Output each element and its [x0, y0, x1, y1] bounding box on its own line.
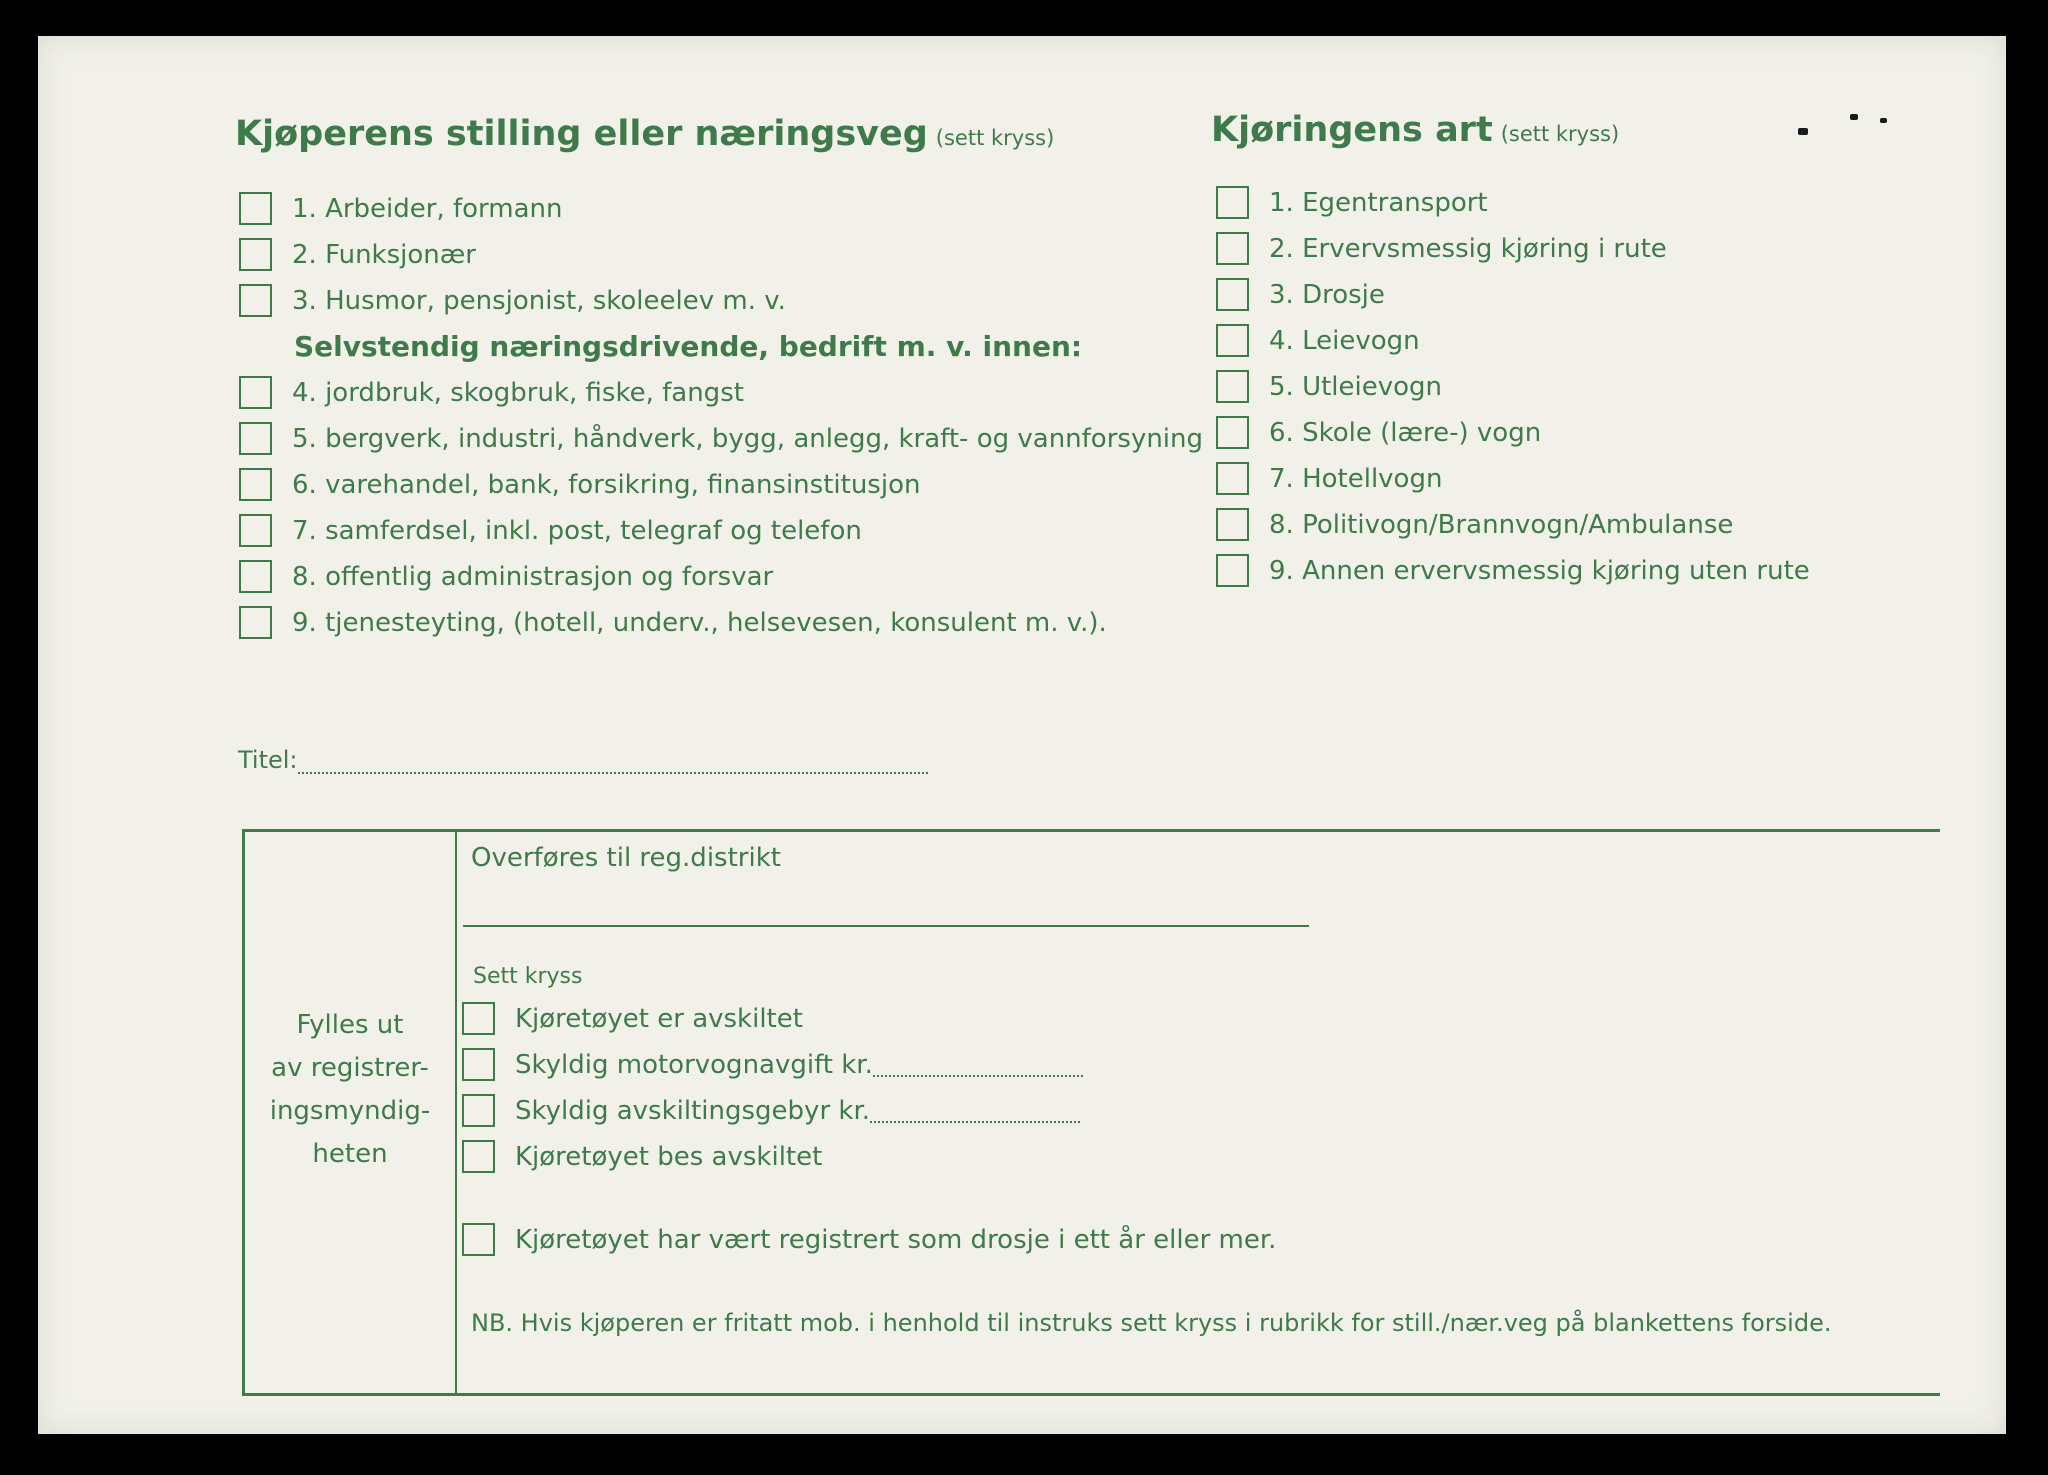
driving-type-option[interactable] [1216, 232, 1667, 265]
driving-type-option-label: 7. Hotellvogn [1269, 463, 1443, 494]
checkbox[interactable] [239, 560, 272, 593]
business-option-label: 7. samferdsel, inkl. post, telegraf og telefon [292, 515, 862, 546]
business-option[interactable] [239, 514, 862, 547]
driving-type-heading-text: Kjøringens art [1211, 110, 1493, 150]
driving-type-option-label: 6. Skole (lære-) vogn [1269, 417, 1542, 448]
driving-type-heading-hint: (sett kryss) [1500, 122, 1620, 146]
business-option-label: 6. varehandel, bank, forsikring, finansinstitusjon [292, 469, 921, 500]
registry-authority-label-line: heten [312, 1139, 388, 1169]
buyer-occupation-heading-text: Kjøperens stilling eller næringsveg [235, 114, 928, 154]
driving-type-option[interactable] [1216, 186, 1488, 219]
checkbox[interactable] [1216, 462, 1249, 495]
checkbox[interactable] [462, 1002, 495, 1035]
checkbox[interactable] [1216, 232, 1249, 265]
driving-type-option[interactable] [1216, 462, 1442, 495]
checkbox[interactable] [1216, 324, 1249, 357]
registry-authority-label-line: Fylles ut [296, 1010, 404, 1040]
occupation-option-label: 2. Funksjonær [292, 239, 476, 270]
registry-box-top-border [242, 829, 1940, 832]
checkbox[interactable] [239, 468, 272, 501]
deregistration-fee-owed-label: Skyldig avskiltingsgebyr kr. [515, 1095, 871, 1126]
buyer-occupation-heading [235, 114, 1054, 154]
taxi-registered-check[interactable] [462, 1223, 1276, 1256]
registry-box-divider [455, 829, 457, 1396]
checkbox[interactable] [1216, 554, 1249, 587]
driving-type-option[interactable] [1216, 324, 1420, 357]
checkbox[interactable] [1216, 186, 1249, 219]
taxi-registered-label: Kjøretøyet har vært registrert som drosje i ett år eller mer. [515, 1224, 1277, 1255]
checkbox[interactable] [239, 376, 272, 409]
deregistration-fee-amount-line[interactable] [870, 1099, 1080, 1123]
driving-type-option[interactable] [1216, 278, 1385, 311]
driving-type-option-label: 1. Egentransport [1269, 187, 1488, 218]
exemption-note: NB. Hvis kjøperen er fritatt mob. i henhold til instruks sett kryss i rubrikk for still./nær.veg på blankettens forside. [471, 1309, 1832, 1337]
checkbox[interactable] [239, 514, 272, 547]
buyer-occupation-heading-hint: (sett kryss) [935, 126, 1055, 150]
self-employed-subheading: Selvstendig næringsdrivende, bedrift m. v. innen: [294, 330, 1083, 363]
request-deregistration-label: Kjøretøyet bes avskiltet [515, 1141, 823, 1172]
business-option-label: 5. bergverk, industri, håndverk, bygg, anlegg, kraft- og vannforsyning [292, 423, 1204, 454]
checkbox[interactable] [462, 1094, 495, 1127]
business-option[interactable] [239, 422, 1203, 455]
business-option-label: 8. offentlig administrasjon og forsvar [292, 561, 774, 592]
occupation-option[interactable] [239, 284, 786, 317]
transfer-district-line[interactable] [463, 925, 1309, 927]
occupation-option-label: 1. Arbeider, formann [292, 193, 563, 224]
checkbox[interactable] [239, 422, 272, 455]
driving-type-option[interactable] [1216, 508, 1733, 541]
transfer-district-label: Overføres til reg.distrikt [471, 843, 781, 873]
registry-box-left-border [242, 829, 245, 1396]
checkbox[interactable] [239, 606, 272, 639]
driving-type-option[interactable] [1216, 370, 1442, 403]
business-option[interactable] [239, 560, 773, 593]
business-option-label: 9. tjenesteyting, (hotell, underv., helsevesen, konsulent m. v.). [292, 607, 1107, 638]
business-option[interactable] [239, 606, 1107, 639]
checkbox[interactable] [1216, 278, 1249, 311]
vehicle-tax-owed-check[interactable] [462, 1048, 1083, 1081]
driving-type-option-label: 8. Politivogn/Brannvogn/Ambulanse [1269, 509, 1734, 540]
deregistered-check[interactable] [462, 1002, 803, 1035]
title-field-line[interactable] [298, 750, 928, 774]
vehicle-tax-amount-line[interactable] [873, 1053, 1083, 1077]
form-sheet [38, 36, 2006, 1434]
business-option-label: 4. jordbruk, skogbruk, fiske, fangst [292, 377, 744, 408]
business-option[interactable] [239, 468, 920, 501]
deregistered-check-label: Kjøretøyet er avskiltet [515, 1003, 803, 1034]
ink-speck [1850, 114, 1858, 120]
occupation-option[interactable] [239, 238, 476, 271]
checkbox[interactable] [1216, 416, 1249, 449]
checkbox[interactable] [462, 1140, 495, 1173]
ink-speck [1798, 128, 1808, 135]
driving-type-option-label: 9. Annen ervervsmessig kjøring uten rute [1269, 555, 1810, 586]
driving-type-option[interactable] [1216, 554, 1810, 587]
checkbox[interactable] [462, 1048, 495, 1081]
deregistration-fee-owed-check[interactable] [462, 1094, 1080, 1127]
title-field[interactable] [238, 746, 928, 774]
request-deregistration-check[interactable] [462, 1140, 822, 1173]
driving-type-heading [1211, 110, 1619, 150]
checkbox[interactable] [239, 192, 272, 225]
driving-type-option[interactable] [1216, 416, 1541, 449]
vehicle-tax-owed-label: Skyldig motorvognavgift kr. [515, 1049, 873, 1080]
registry-authority-label [250, 1004, 450, 1176]
driving-type-option-label: 2. Ervervsmessig kjøring i rute [1269, 233, 1667, 264]
checkbox[interactable] [1216, 370, 1249, 403]
business-option[interactable] [239, 376, 744, 409]
occupation-option[interactable] [239, 192, 563, 225]
registry-authority-label-line: av registrer- [271, 1053, 429, 1083]
driving-type-option-label: 3. Drosje [1269, 279, 1385, 310]
occupation-option-label: 3. Husmor, pensjonist, skoleelev m. v. [292, 285, 786, 316]
check-hint: Sett kryss [473, 964, 583, 989]
ink-speck [1880, 118, 1887, 123]
checkbox[interactable] [462, 1223, 495, 1256]
title-field-label: Titel: [238, 746, 298, 774]
checkbox[interactable] [239, 284, 272, 317]
driving-type-option-label: 4. Leievogn [1269, 325, 1420, 356]
registry-box-bottom-border [242, 1393, 1940, 1396]
checkbox[interactable] [239, 238, 272, 271]
driving-type-option-label: 5. Utleievogn [1269, 371, 1443, 402]
registry-authority-label-line: ingsmyndig- [269, 1096, 431, 1126]
checkbox[interactable] [1216, 508, 1249, 541]
